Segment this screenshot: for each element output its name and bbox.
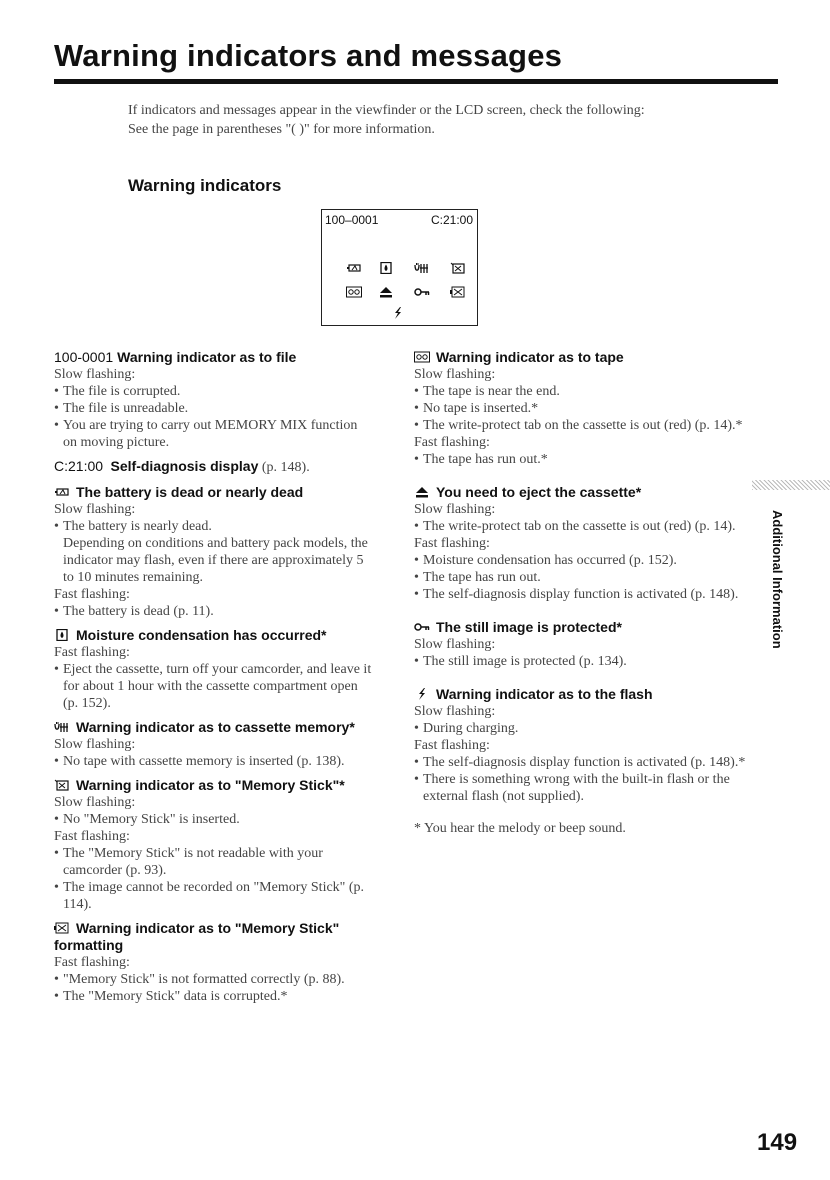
right-column (414, 349, 756, 851)
format-cond: Fast flashing: (54, 955, 130, 970)
side-tab-marker (752, 480, 830, 490)
title-rule (54, 79, 778, 84)
file-cond: Slow flashing: (54, 367, 136, 382)
moisture-cond: Fast flashing: (54, 645, 130, 660)
intro-text (128, 101, 728, 139)
list-item: • You are trying to carry out MEMORY MIX function on moving picture. (54, 417, 374, 451)
eject-icon (378, 286, 394, 298)
file-code: 100-0001 (54, 349, 114, 365)
flash-cond-2: Fast flashing: (414, 738, 490, 753)
moisture-icon (378, 262, 394, 274)
battery-heading: The battery is dead or nearly dead (76, 484, 304, 500)
battery-b1: The battery is nearly dead. (63, 519, 212, 534)
protect-key-icon (414, 621, 430, 633)
list-item: • The tape is near the end. (414, 383, 756, 400)
list-item: • The self-diagnosis display function is activated (p. 148).* (414, 754, 756, 771)
viewfinder-diagram (321, 209, 478, 326)
protect-cond: Slow flashing: (414, 637, 496, 652)
battery-cond-2: Fast flashing: (54, 587, 130, 602)
moisture-icon (54, 629, 70, 641)
list-item: • The tape has run out. (414, 569, 756, 586)
list-item: • Eject the cassette, turn off your camcorder, and leave it for about 1 hour with the cassette compartment open (p. 152). (54, 661, 374, 712)
battery-icon (54, 486, 70, 498)
list-item: • Moisture condensation has occurred (p. 152). (414, 552, 756, 569)
list-item: • No tape with cassette memory is inserted (p. 138). (54, 753, 374, 770)
entry-protect (414, 619, 756, 670)
entry-flash (414, 686, 756, 805)
page-title: Warning indicators and messages (54, 38, 563, 73)
footnote: * You hear the melody or beep sound. (414, 821, 626, 836)
memory-stick-icon (54, 779, 70, 791)
cassette-cond: Slow flashing: (54, 737, 136, 752)
tape-cond-2: Fast flashing: (414, 435, 490, 450)
file-heading: Warning indicator as to file (117, 349, 297, 365)
list-item: • The still image is protected (p. 134). (414, 653, 756, 670)
protect-heading: The still image is protected* (436, 619, 622, 635)
list-item: • The tape has run out.* (414, 451, 756, 468)
memstick-heading: Warning indicator as to "Memory Stick"* (76, 777, 345, 793)
list-item: • The self-diagnosis display function is activated (p. 148). (414, 586, 756, 603)
cassette-memory-icon (414, 262, 430, 274)
entry-memory-stick (54, 777, 374, 913)
intro-line-2: See the page in parentheses "( )" for more information. (128, 122, 435, 137)
entry-format (54, 920, 374, 1005)
list-item: • The image cannot be recorded on "Memory Stick" (p. 114). (54, 879, 374, 913)
format-icon (450, 286, 466, 298)
list-item (54, 518, 374, 586)
eject-cond-1: Slow flashing: (414, 502, 496, 517)
eject-cond-2: Fast flashing: (414, 536, 490, 551)
memstick-cond-2: Fast flashing: (54, 829, 130, 844)
format-heading: Warning indicator as to "Memory Stick" formatting (54, 920, 340, 953)
flash-cond-1: Slow flashing: (414, 704, 496, 719)
list-item: • There is something wrong with the built-in flash or the external flash (not supplied). (414, 771, 756, 805)
list-item: • No "Memory Stick" is inserted. (54, 811, 374, 828)
moisture-heading: Moisture condensation has occurred* (76, 627, 327, 643)
eject-heading: You need to eject the cassette* (436, 484, 642, 500)
list-item: • The write-protect tab on the cassette is out (red) (p. 14).* (414, 417, 756, 434)
entry-self-diagnosis (54, 458, 374, 476)
memory-stick-icon (450, 262, 466, 274)
entry-file-warning (54, 349, 374, 451)
page-number: 149 (757, 1129, 798, 1156)
flash-icon (390, 307, 406, 319)
list-item: • The file is corrupted. (54, 383, 374, 400)
list-item: • The "Memory Stick" data is corrupted.* (54, 988, 374, 1005)
battery-b1-cont: Depending on conditions and battery pack models, the indicator may flash, even if there are approximately 5 to 10 minutes remaining. (63, 536, 368, 585)
entry-tape (414, 349, 756, 468)
section-heading: Warning indicators (128, 176, 282, 195)
tape-heading: Warning indicator as to tape (436, 349, 624, 365)
entry-cassette-memory (54, 719, 374, 770)
list-item: • The battery is dead (p. 11). (54, 603, 374, 620)
side-tab-label: Additional Information (770, 510, 785, 649)
list-item: • The "Memory Stick" is not readable with your camcorder (p. 93). (54, 845, 374, 879)
list-item: • During charging. (414, 720, 756, 737)
entry-moisture (54, 627, 374, 712)
entry-battery (54, 484, 374, 620)
list-item: • "Memory Stick" is not formatted correctly (p. 88). (54, 971, 374, 988)
selfdiag-ref: (p. 148). (261, 460, 310, 475)
vf-time-code: C:21:00 (430, 213, 473, 227)
intro-line-1: If indicators and messages appear in the viewfinder or the LCD screen, check the following: (128, 103, 645, 118)
tape-icon (346, 286, 362, 298)
left-column (54, 349, 374, 1005)
vf-file-number: 100–0001 (325, 213, 379, 227)
battery-cond-1: Slow flashing: (54, 502, 136, 517)
list-item: • No tape is inserted.* (414, 400, 756, 417)
selfdiag-heading: Self-diagnosis display (110, 458, 259, 474)
tape-cond-1: Slow flashing: (414, 367, 496, 382)
selfdiag-code: C:21:00 (54, 458, 104, 474)
list-item: • The write-protect tab on the cassette is out (red) (p. 14). (414, 518, 756, 535)
flash-icon (414, 688, 430, 700)
flash-heading: Warning indicator as to the flash (436, 686, 653, 702)
format-icon (54, 922, 70, 934)
list-item: • The file is unreadable. (54, 400, 374, 417)
protect-key-icon (414, 286, 430, 298)
eject-icon (414, 486, 430, 498)
battery-icon (346, 262, 362, 274)
cassette-heading: Warning indicator as to cassette memory* (76, 719, 355, 735)
memstick-cond-1: Slow flashing: (54, 795, 136, 810)
tape-icon (414, 351, 430, 363)
cassette-memory-icon (54, 721, 70, 733)
entry-eject (414, 484, 756, 603)
